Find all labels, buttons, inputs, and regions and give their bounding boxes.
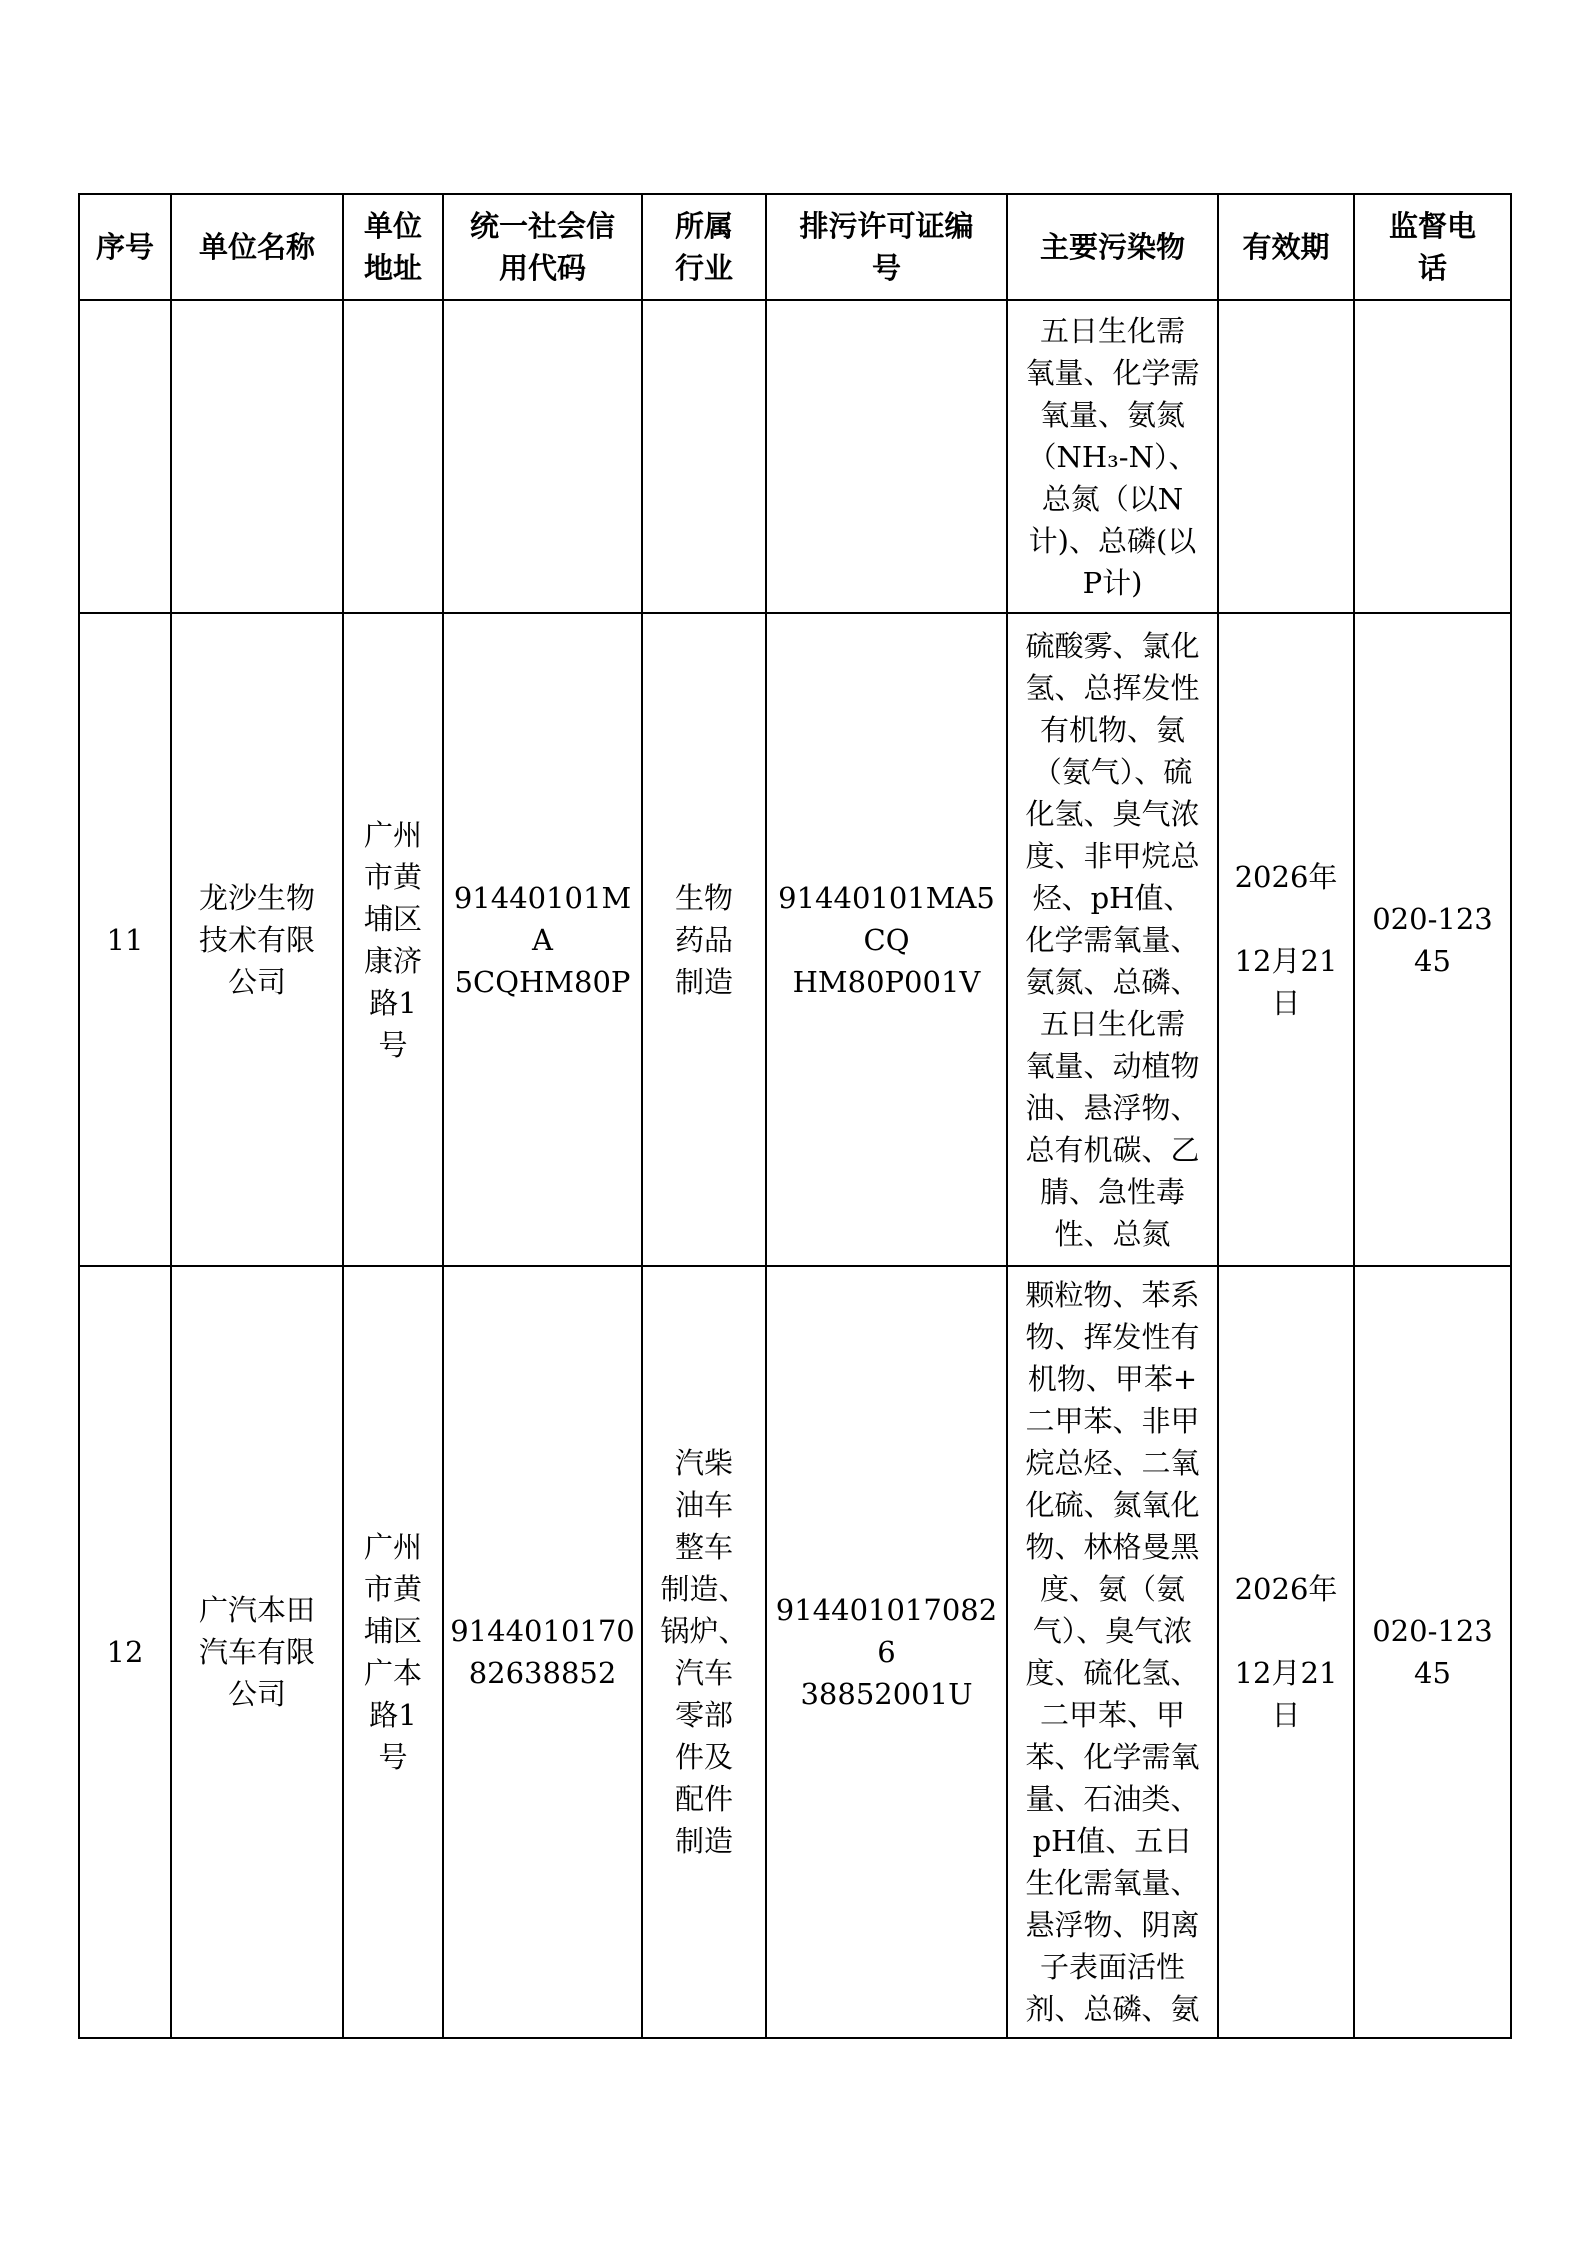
cell-industry: 汽柴 油车 整车 制造、 锅炉、 汽车 零部 件及 配件 制造 (642, 1266, 766, 2038)
header-validity: 有效期 (1218, 194, 1354, 300)
header-phone: 监督电 话 (1354, 194, 1511, 300)
cell-address (343, 300, 443, 613)
cell-credit-code: 91440101MA 5CQHM80P (443, 613, 642, 1266)
cell-address: 广州 市黄 埔区 康济 路1 号 (343, 613, 443, 1266)
cell-validity (1218, 300, 1354, 613)
cell-seq (79, 300, 171, 613)
cell-phone: 020-123 45 (1354, 1266, 1511, 2038)
header-industry: 所属 行业 (642, 194, 766, 300)
pollutant-permit-table (78, 193, 1512, 2039)
header-credit-code: 统一社会信 用代码 (443, 194, 642, 300)
cell-seq: 11 (79, 613, 171, 1266)
header-pollutants: 主要污染物 (1007, 194, 1218, 300)
header-seq: 序号 (79, 194, 171, 300)
header-row (79, 194, 1511, 300)
cell-pollutants: 硫酸雾、氯化 氢、总挥发性 有机物、氨 （氨气）、硫 化氢、臭气浓 度、非甲烷总 烃、pH值、 化学需氧量、 氨氮、总磷、 五日生化需 氧量、动植物 油、悬浮物、 总有机碳、乙 腈、急性毒 性、总氮 (1007, 613, 1218, 1266)
table-row (79, 613, 1511, 1266)
cell-pollutants: 颗粒物、苯系 物、挥发性有 机物、甲苯+ 二甲苯、非甲 烷总烃、二氧 化硫、氮氧化 物、林格曼黑 度、氨（氨 气）、臭气浓 度、硫化氢、 二甲苯、甲 苯、化学需氧 量、石油类、 pH值、五日 生化需氧量、 悬浮物、阴离 子表面活性 剂、总磷、氨 (1007, 1266, 1218, 2038)
cell-name (171, 300, 343, 613)
table-row (79, 1266, 1511, 2038)
cell-industry (642, 300, 766, 613)
cell-name: 广汽本田 汽车有限 公司 (171, 1266, 343, 2038)
cell-permit-no: 9144010170826 38852001U (766, 1266, 1007, 2038)
header-address: 单位 地址 (343, 194, 443, 300)
cell-credit-code (443, 300, 642, 613)
header-name: 单位名称 (171, 194, 343, 300)
cell-industry: 生物 药品 制造 (642, 613, 766, 1266)
cell-validity: 2026年 12月21 日 (1218, 613, 1354, 1266)
cell-address: 广州 市黄 埔区 广本 路1 号 (343, 1266, 443, 2038)
table-row-continuation (79, 300, 1511, 613)
cell-phone (1354, 300, 1511, 613)
cell-seq: 12 (79, 1266, 171, 2038)
cell-name: 龙沙生物 技术有限 公司 (171, 613, 343, 1266)
cell-permit-no (766, 300, 1007, 613)
cell-permit-no: 91440101MA5CQ HM80P001V (766, 613, 1007, 1266)
cell-phone: 020-123 45 (1354, 613, 1511, 1266)
cell-validity: 2026年 12月21 日 (1218, 1266, 1354, 2038)
cell-pollutants: 五日生化需 氧量、化学需 氧量、氨氮 （NH₃-N）、 总氮（以N 计)、总磷(以 P计) (1007, 300, 1218, 613)
header-permit-no: 排污许可证编 号 (766, 194, 1007, 300)
cell-credit-code: 9144010170 82638852 (443, 1266, 642, 2038)
